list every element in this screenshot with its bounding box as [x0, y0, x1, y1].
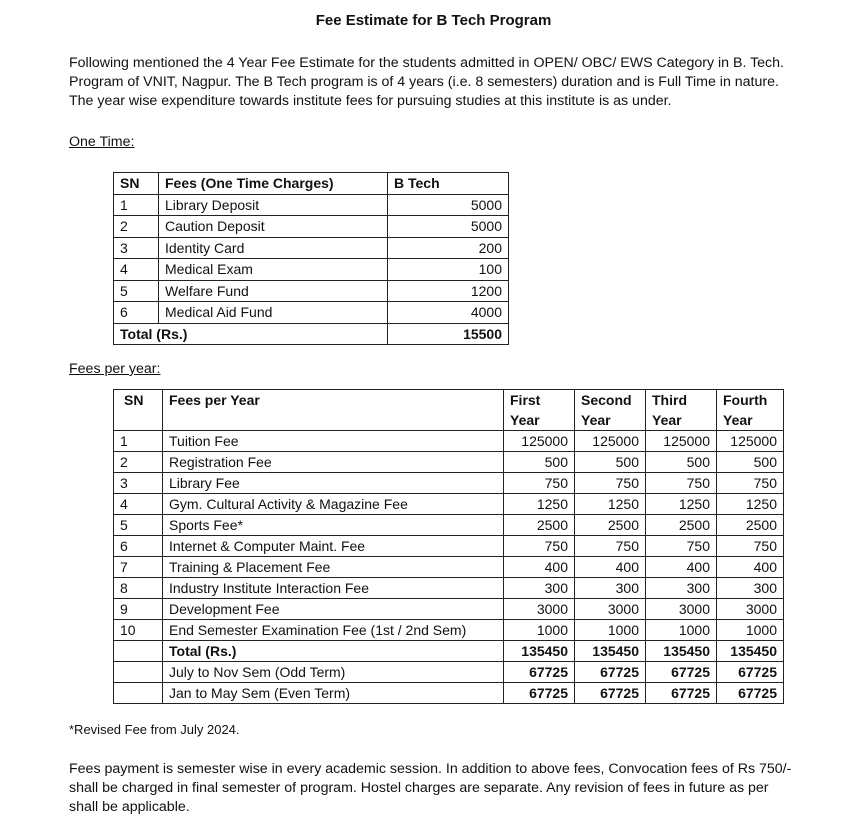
amount-cell: 500 — [717, 452, 784, 473]
sn-cell: 7 — [114, 557, 163, 578]
summary-amount: 135450 — [504, 641, 575, 662]
amount-cell: 100 — [388, 259, 509, 281]
amount-cell: 1000 — [717, 620, 784, 641]
empty-cell — [114, 662, 163, 683]
sn-cell: 1 — [114, 194, 159, 216]
intro-paragraph — [69, 54, 829, 111]
table-row — [114, 536, 784, 557]
summary-label: Jan to May Sem (Even Term) — [163, 683, 504, 704]
amount-cell: 3000 — [504, 599, 575, 620]
intro-line: Following mentioned the 4 Year Fee Estimate for the students admitted in OPEN/ OBC/ EWS Category in B. Tech. — [69, 55, 784, 71]
amount-cell: 5000 — [388, 194, 509, 216]
fee-name-cell: Development Fee — [163, 599, 504, 620]
summary-row — [114, 662, 784, 683]
sn-cell: 8 — [114, 578, 163, 599]
amount-cell: 750 — [504, 473, 575, 494]
amount-cell: 400 — [504, 557, 575, 578]
header-first-year-word: Year — [510, 412, 540, 428]
header-fees: Fees per Year — [163, 390, 504, 431]
fee-name-cell: Training & Placement Fee — [163, 557, 504, 578]
one-time-fees-table — [113, 172, 509, 345]
table-row — [114, 557, 784, 578]
sn-cell: 2 — [114, 216, 159, 238]
amount-cell: 2500 — [504, 515, 575, 536]
amount-cell: 500 — [575, 452, 646, 473]
summary-amount: 67725 — [717, 683, 784, 704]
footer-line: shall be applicable. — [69, 799, 190, 815]
amount-cell: 750 — [646, 473, 717, 494]
amount-cell: 4000 — [388, 302, 509, 324]
amount-cell: 3000 — [575, 599, 646, 620]
fee-name-cell: End Semester Examination Fee (1st / 2nd Sem) — [163, 620, 504, 641]
amount-cell: 750 — [504, 536, 575, 557]
table-row — [114, 431, 784, 452]
sn-cell: 2 — [114, 452, 163, 473]
fee-name-cell: Industry Institute Interaction Fee — [163, 578, 504, 599]
fee-name-cell: Registration Fee — [163, 452, 504, 473]
sn-cell: 3 — [114, 473, 163, 494]
amount-cell: 500 — [504, 452, 575, 473]
amount-cell: 125000 — [717, 431, 784, 452]
amount-cell: 750 — [717, 536, 784, 557]
header-sn: SN — [114, 173, 159, 195]
amount-cell: 3000 — [646, 599, 717, 620]
footer-paragraph — [69, 760, 829, 817]
summary-amount: 67725 — [717, 662, 784, 683]
amount-cell: 750 — [646, 536, 717, 557]
amount-cell: 2500 — [575, 515, 646, 536]
header-first: First — [510, 392, 541, 408]
sn-cell: 6 — [114, 536, 163, 557]
amount-cell: 750 — [575, 473, 646, 494]
amount-cell: 1000 — [504, 620, 575, 641]
sn-cell: 9 — [114, 599, 163, 620]
summary-amount: 67725 — [575, 662, 646, 683]
summary-amount: 67725 — [646, 683, 717, 704]
fee-name-cell: Internet & Computer Maint. Fee — [163, 536, 504, 557]
summary-row — [114, 683, 784, 704]
amount-cell: 200 — [388, 237, 509, 259]
fee-name-cell: Library Fee — [163, 473, 504, 494]
header-third: Third — [652, 392, 687, 408]
table-row — [114, 216, 509, 238]
header-sn: SN — [114, 390, 163, 431]
table-row — [114, 515, 784, 536]
amount-cell: 1250 — [504, 494, 575, 515]
intro-line: Program of VNIT, Nagpur. The B Tech program is of 4 years (i.e. 8 semesters) duration and is Full Time in nature. — [69, 74, 779, 90]
table-row — [114, 280, 509, 302]
fee-name-cell: Library Deposit — [159, 194, 388, 216]
amount-cell: 1250 — [646, 494, 717, 515]
header-first-year — [504, 390, 575, 431]
summary-label: Total (Rs.) — [163, 641, 504, 662]
summary-amount: 135450 — [646, 641, 717, 662]
amount-cell: 750 — [717, 473, 784, 494]
header-fourth-year — [717, 390, 784, 431]
table-row — [114, 494, 784, 515]
amount-cell: 1250 — [575, 494, 646, 515]
amount-cell: 1250 — [717, 494, 784, 515]
sn-cell: 5 — [114, 280, 159, 302]
summary-amount: 67725 — [575, 683, 646, 704]
header-fees: Fees (One Time Charges) — [159, 173, 388, 195]
header-fourth: Fourth — [723, 392, 768, 408]
header-second-year-word: Year — [581, 412, 611, 428]
amount-cell: 5000 — [388, 216, 509, 238]
amount-cell: 1000 — [646, 620, 717, 641]
summary-label: July to Nov Sem (Odd Term) — [163, 662, 504, 683]
sn-cell: 3 — [114, 237, 159, 259]
intro-line: The year wise expenditure towards institute fees for pursuing studies at this institute is as under. — [69, 93, 672, 109]
table-row — [114, 620, 784, 641]
revised-fee-note: *Revised Fee from July 2024. — [69, 722, 240, 737]
summary-amount: 67725 — [504, 683, 575, 704]
amount-cell: 500 — [646, 452, 717, 473]
summary-row — [114, 641, 784, 662]
fee-name-cell: Medical Aid Fund — [159, 302, 388, 324]
per-year-heading: Fees per year: — [69, 361, 161, 377]
sn-cell: 4 — [114, 259, 159, 281]
amount-cell: 300 — [575, 578, 646, 599]
amount-cell: 300 — [646, 578, 717, 599]
table-row — [114, 259, 509, 281]
amount-cell: 1000 — [575, 620, 646, 641]
footer-line: Fees payment is semester wise in every academic session. In addition to above fees, Convocation fees of Rs 750/- — [69, 761, 792, 777]
table-row — [114, 452, 784, 473]
amount-cell: 400 — [717, 557, 784, 578]
header-second: Second — [581, 392, 632, 408]
sn-cell: 10 — [114, 620, 163, 641]
fee-name-cell: Identity Card — [159, 237, 388, 259]
header-third-year — [646, 390, 717, 431]
table-row — [114, 237, 509, 259]
header-fourth-year-word: Year — [723, 412, 753, 428]
table-row — [114, 599, 784, 620]
fee-name-cell: Tuition Fee — [163, 431, 504, 452]
amount-cell: 400 — [575, 557, 646, 578]
amount-cell: 400 — [646, 557, 717, 578]
total-value: 15500 — [388, 323, 509, 345]
fee-name-cell: Caution Deposit — [159, 216, 388, 238]
table-row — [114, 578, 784, 599]
amount-cell: 1200 — [388, 280, 509, 302]
fee-name-cell: Sports Fee* — [163, 515, 504, 536]
summary-amount: 67725 — [504, 662, 575, 683]
table-row — [114, 473, 784, 494]
summary-amount: 135450 — [717, 641, 784, 662]
sn-cell: 1 — [114, 431, 163, 452]
summary-amount: 135450 — [575, 641, 646, 662]
fee-name-cell: Gym. Cultural Activity & Magazine Fee — [163, 494, 504, 515]
total-label: Total (Rs.) — [114, 323, 388, 345]
amount-cell: 300 — [717, 578, 784, 599]
table-row — [114, 194, 509, 216]
sn-cell: 5 — [114, 515, 163, 536]
table-row — [114, 302, 509, 324]
amount-cell: 125000 — [646, 431, 717, 452]
header-btech: B Tech — [388, 173, 509, 195]
sn-cell: 6 — [114, 302, 159, 324]
amount-cell: 2500 — [646, 515, 717, 536]
table-header-row — [114, 173, 509, 195]
one-time-heading: One Time: — [69, 134, 135, 150]
empty-cell — [114, 641, 163, 662]
amount-cell: 3000 — [717, 599, 784, 620]
fee-name-cell: Welfare Fund — [159, 280, 388, 302]
amount-cell: 125000 — [575, 431, 646, 452]
amount-cell: 125000 — [504, 431, 575, 452]
empty-cell — [114, 683, 163, 704]
amount-cell: 2500 — [717, 515, 784, 536]
header-second-year — [575, 390, 646, 431]
header-third-year-word: Year — [652, 412, 682, 428]
summary-amount: 67725 — [646, 662, 717, 683]
fee-name-cell: Medical Exam — [159, 259, 388, 281]
page-title: Fee Estimate for B Tech Program — [315, 12, 552, 29]
sn-cell: 4 — [114, 494, 163, 515]
footer-line: shall be charged in final semester of program. Hostel charges are separate. Any revision of fees in future as per — [69, 780, 769, 796]
amount-cell: 300 — [504, 578, 575, 599]
table-header-row — [114, 390, 784, 431]
per-year-fees-table — [113, 389, 784, 704]
amount-cell: 750 — [575, 536, 646, 557]
total-row — [114, 323, 509, 345]
